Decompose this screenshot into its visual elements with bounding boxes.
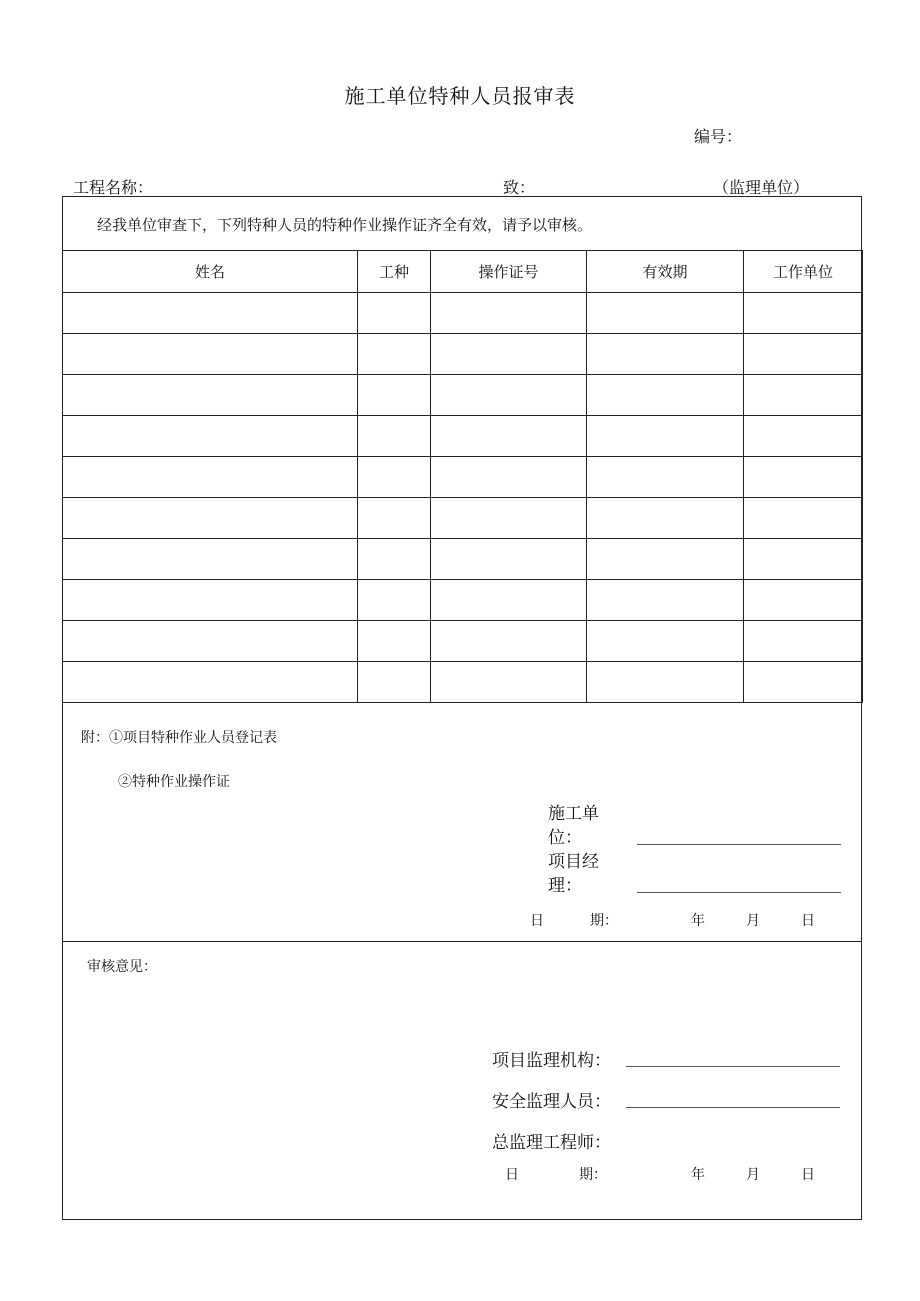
cell-validity[interactable]	[587, 662, 744, 703]
cell-job-type[interactable]	[358, 375, 431, 416]
table-row	[63, 621, 863, 662]
table-row	[63, 580, 863, 621]
table-header-row	[63, 251, 863, 293]
cell-name[interactable]	[63, 498, 358, 539]
table-row	[63, 334, 863, 375]
cell-certificate-no[interactable]	[431, 334, 587, 375]
project-manager-label-line1: 项目经	[548, 852, 599, 872]
review-date-month: 月	[746, 1167, 760, 1183]
cell-validity[interactable]	[587, 375, 744, 416]
cell-work-unit[interactable]	[744, 580, 863, 621]
cell-job-type[interactable]	[358, 662, 431, 703]
column-header-name: 姓名	[63, 251, 358, 293]
cell-validity[interactable]	[587, 580, 744, 621]
cell-certificate-no[interactable]	[431, 580, 587, 621]
recipient-label: 致：	[503, 178, 536, 197]
attachment-date-day: 日	[801, 913, 815, 929]
review-date-day: 日	[801, 1167, 815, 1183]
project-manager-label	[548, 850, 608, 898]
cell-certificate-no[interactable]	[431, 416, 587, 457]
cell-job-type[interactable]	[358, 580, 431, 621]
cell-work-unit[interactable]	[744, 498, 863, 539]
cell-validity[interactable]	[587, 457, 744, 498]
cell-name[interactable]	[63, 662, 358, 703]
cell-name[interactable]	[63, 375, 358, 416]
column-header-certificate-no: 操作证号	[431, 251, 587, 293]
cell-certificate-no[interactable]	[431, 621, 587, 662]
construction-unit-label	[548, 802, 608, 850]
cell-validity[interactable]	[587, 539, 744, 580]
supervision-org-label: 项目监理机构：	[492, 1051, 611, 1071]
cell-work-unit[interactable]	[744, 416, 863, 457]
cell-name[interactable]	[63, 293, 358, 334]
cell-work-unit[interactable]	[744, 293, 863, 334]
cell-name[interactable]	[63, 334, 358, 375]
document-number-label: 编号：	[694, 127, 743, 146]
cell-job-type[interactable]	[358, 293, 431, 334]
supervisor-unit-label: （监理单位）	[713, 178, 810, 197]
cell-job-type[interactable]	[358, 457, 431, 498]
cell-work-unit[interactable]	[744, 621, 863, 662]
attachment-date-day-label: 日	[530, 913, 544, 929]
table-row	[63, 457, 863, 498]
cell-name[interactable]	[63, 580, 358, 621]
project-manager-signature-line[interactable]	[637, 892, 841, 893]
column-header-job-type: 工种	[358, 251, 431, 293]
review-date-year: 年	[691, 1167, 705, 1183]
supervision-org-signature-line[interactable]	[626, 1066, 840, 1067]
cell-work-unit[interactable]	[744, 539, 863, 580]
cell-job-type[interactable]	[358, 416, 431, 457]
cell-work-unit[interactable]	[744, 662, 863, 703]
cell-job-type[interactable]	[358, 621, 431, 662]
review-section	[63, 942, 861, 1219]
cell-name[interactable]	[63, 416, 358, 457]
cell-certificate-no[interactable]	[431, 662, 587, 703]
cell-work-unit[interactable]	[744, 334, 863, 375]
safety-supervisor-signature-line[interactable]	[626, 1107, 840, 1108]
table-row	[63, 498, 863, 539]
cell-name[interactable]	[63, 539, 358, 580]
cell-work-unit[interactable]	[744, 375, 863, 416]
attachment-item-1: 附：①项目特种作业人员登记表	[81, 730, 277, 746]
cell-certificate-no[interactable]	[431, 498, 587, 539]
cell-validity[interactable]	[587, 334, 744, 375]
cell-validity[interactable]	[587, 498, 744, 539]
page-title: 施工单位特种人员报审表	[344, 84, 576, 108]
table-row	[63, 662, 863, 703]
column-header-validity: 有效期	[587, 251, 744, 293]
construction-unit-label-line1: 施工单	[548, 804, 599, 824]
cell-validity[interactable]	[587, 293, 744, 334]
cell-name[interactable]	[63, 457, 358, 498]
construction-unit-label-line2: 位：	[548, 828, 582, 848]
table-row	[63, 375, 863, 416]
chief-engineer-label: 总监理工程师：	[492, 1133, 611, 1153]
cell-validity[interactable]	[587, 416, 744, 457]
review-date-period-label: 期：	[579, 1167, 607, 1183]
review-date-day-label: 日	[505, 1167, 519, 1183]
attachment-item-2: ②特种作业操作证	[118, 774, 230, 790]
table-row	[63, 293, 863, 334]
intro-statement: 经我单位审查下，下列特种人员的特种作业操作证齐全有效，请予以审核。	[97, 216, 593, 234]
cell-job-type[interactable]	[358, 539, 431, 580]
cell-name[interactable]	[63, 621, 358, 662]
table-row	[63, 539, 863, 580]
cell-validity[interactable]	[587, 621, 744, 662]
project-name-label: 工程名称：	[73, 178, 154, 197]
report-form	[62, 196, 862, 1220]
table-row	[63, 416, 863, 457]
cell-certificate-no[interactable]	[431, 539, 587, 580]
project-manager-label-line2: 理：	[548, 876, 582, 896]
attachment-date-year: 年	[691, 913, 705, 929]
cell-job-type[interactable]	[358, 334, 431, 375]
attachment-date-period-label: 期：	[590, 913, 618, 929]
cell-certificate-no[interactable]	[431, 457, 587, 498]
attachment-date-month: 月	[746, 913, 760, 929]
personnel-table	[62, 250, 863, 703]
safety-supervisor-label: 安全监理人员：	[492, 1092, 611, 1112]
cell-certificate-no[interactable]	[431, 293, 587, 334]
cell-certificate-no[interactable]	[431, 375, 587, 416]
cell-work-unit[interactable]	[744, 457, 863, 498]
cell-job-type[interactable]	[358, 498, 431, 539]
attachments-section	[63, 718, 861, 942]
review-opinion-label: 审核意见：	[87, 959, 157, 975]
column-header-work-unit: 工作单位	[744, 251, 863, 293]
construction-unit-signature-line[interactable]	[637, 844, 841, 845]
